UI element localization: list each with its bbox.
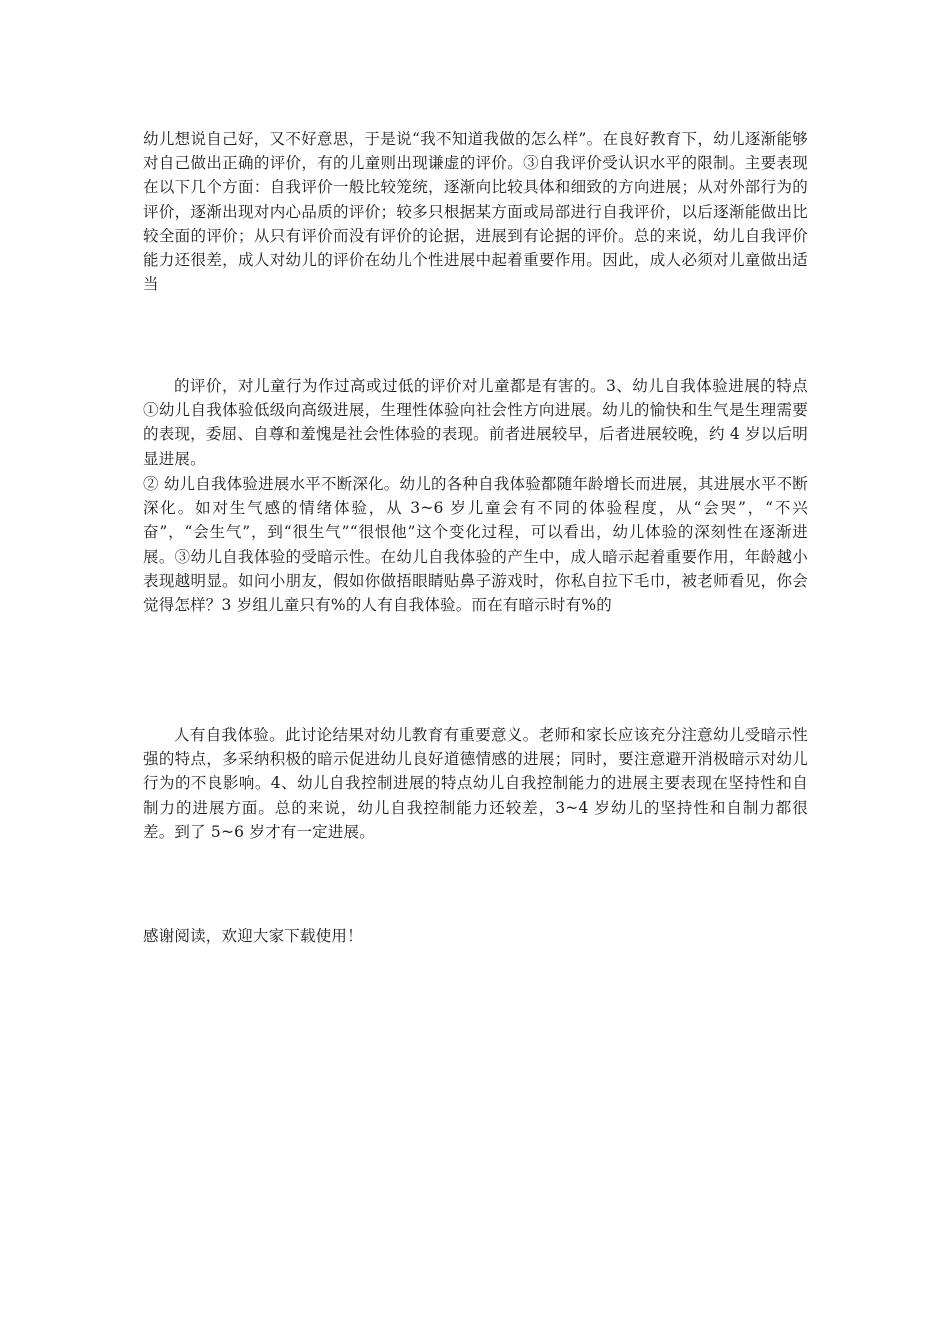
closing-note: 感谢阅读，欢迎大家下载使用！ <box>143 927 363 945</box>
paragraph-self-evaluation: 幼儿想说自己好，又不好意思，于是说“我不知道我做的怎么样”。在良好教育下，幼儿逐渐能够对自己做出正确的评价，有的儿童则出现谦虚的评价。③自我评价受认识水平的限制。主要表现在以下几个方面：自我评价一般比较笼统，逐渐向比较具体和细致的方向进展；从对外部行为的评价，逐渐出现对内心品质的评价；较多只根据某方面或局部进行自我评价，以后逐渐能做出比较全面的评价；从只有评价而没有评价的论据，进展到有论据的评价。总的来说，幼儿自我评价能力还很差，成人对幼儿的评价在幼儿个性进展中起着重要作用。因此，成人必须对儿童做出适当 <box>143 130 808 294</box>
paragraph-self-experience-depth: ② 幼儿自我体验进展水平不断深化。幼儿的各种自我体验都随年龄增长而进展，其进展水平不断深化。如对生气感的情绪体验，从 3~6 岁儿童会有不同的体验程度，从“会哭”，“不兴奋”，“会生气”，到“很生气”“很恨他”这个变化过程，可以看出，幼儿体验的深刻性在逐渐进展。③幼儿自我体验的受暗示性。在幼儿自我体验的产生中，成人暗示起着重要作用，年龄越小表现越明显。如问小朋友，假如你做捂眼睛贴鼻子游戏时，你私自拉下毛巾，被老师看见，你会觉得怎样？3 岁组儿童只有%的人有自我体验。而在有暗示时有%的 <box>143 475 808 615</box>
paragraph-self-experience-intro: 的评价，对儿童行为作过高或过低的评价对儿童都是有害的。3、幼儿自我体验进展的特点①幼儿自我体验低级向高级进展，生理性体验向社会性方向进展。幼儿的愉快和生气是生理需要的表现，委屈、自尊和羞愧是社会性体验的表现。前者进展较早，后者进展较晚，约 4 岁以后明显进展。 <box>143 377 808 468</box>
paragraph-self-control: 人有自我体验。此讨论结果对幼儿教育有重要意义。老师和家长应该充分注意幼儿受暗示性强的特点，多采纳积极的暗示促进幼儿良好道德情感的进展；同时，要注意避开消极暗示对幼儿行为的不良影响。4、幼儿自我控制进展的特点幼儿自我控制能力的进展主要表现在坚持性和自制力的进展方面。总的来说，幼儿自我控制能力还较差，3~4 岁幼儿的坚持性和自制力都很差。到了 5~6 岁才有一定进展。 <box>143 726 808 841</box>
